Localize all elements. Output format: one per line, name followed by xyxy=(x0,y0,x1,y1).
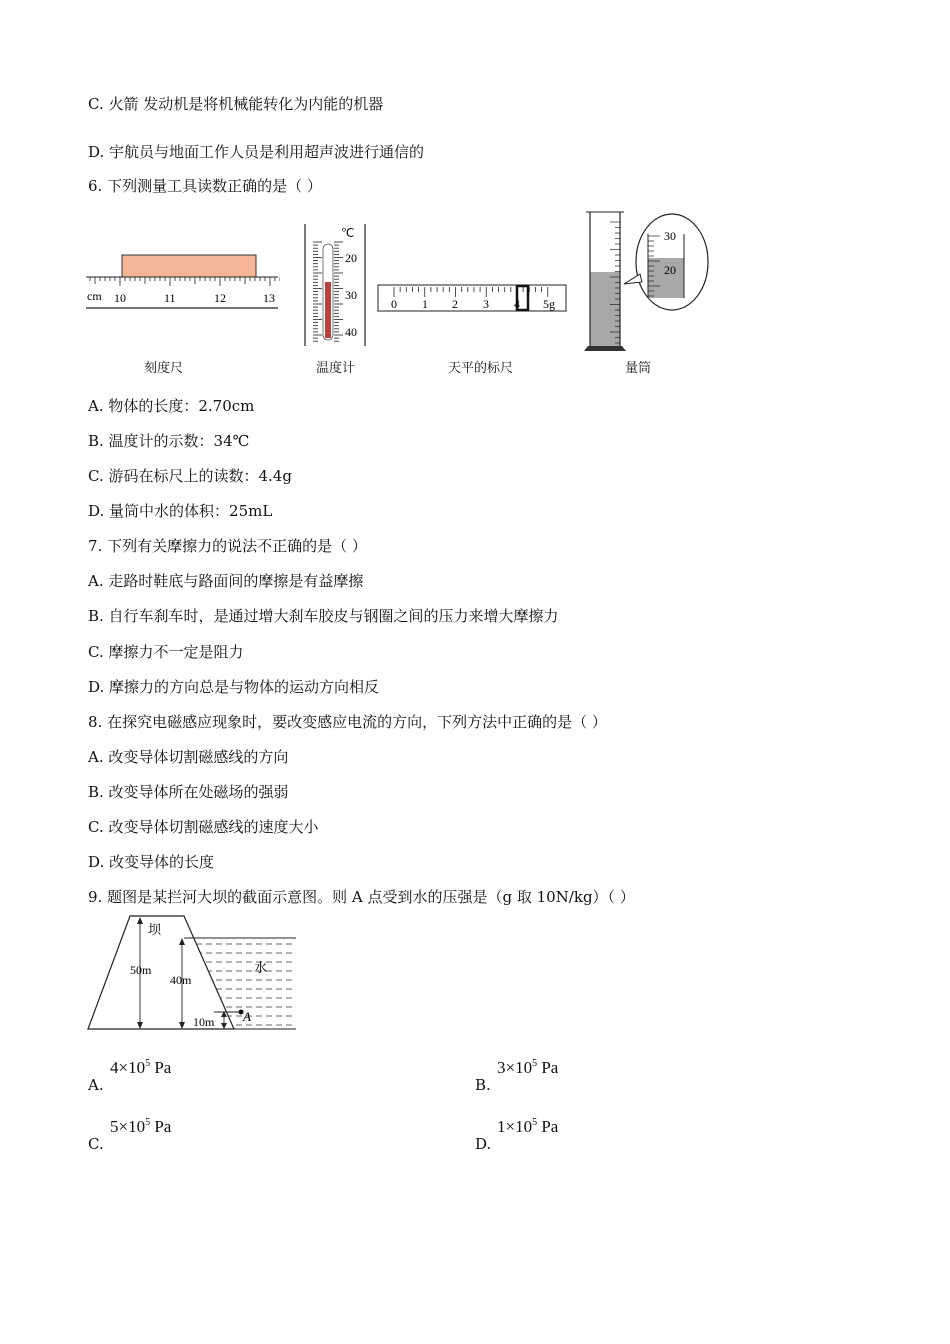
balance-tick-4: 4 xyxy=(514,297,520,311)
caption-thermometer: 温度计 xyxy=(316,361,356,376)
ruler-object xyxy=(122,255,256,277)
dam-label: 坝 xyxy=(148,922,162,937)
q8-option-a: A. 改变导体切割磁感线的方向 xyxy=(88,748,289,766)
caption-ruler: 刻度尺 xyxy=(144,361,184,376)
q7-stem: 7. 下列有关摩擦力的说法不正确的是（ ） xyxy=(88,537,367,555)
ruler-tick-10: 10 xyxy=(114,291,126,305)
height-10m: 10m xyxy=(193,1015,215,1029)
thermometer-tick-40: 40 xyxy=(345,325,357,339)
measuring-cylinder-figure xyxy=(580,208,715,354)
q8-option-d: D. 改变导体的长度 xyxy=(88,853,215,871)
point-a-label: A xyxy=(243,1009,251,1024)
q6-option-d: D. 量筒中水的体积：25mL xyxy=(88,502,273,520)
balance-tick-5g: 5g xyxy=(543,297,555,311)
thermometer-tick-20: 20 xyxy=(345,251,357,265)
dam-figure xyxy=(86,914,298,1034)
height-50m: 50m xyxy=(130,963,152,977)
balance-tick-3: 3 xyxy=(483,297,489,311)
ruler-figure xyxy=(84,250,280,316)
height-40m: 40m xyxy=(170,973,192,987)
q6-option-b: B. 温度计的示数：34℃ xyxy=(88,432,250,450)
cylinder-tick-30: 30 xyxy=(664,229,676,243)
q7-option-a: A. 走路时鞋底与路面间的摩擦是有益摩擦 xyxy=(88,572,364,590)
ruler-tick-12: 12 xyxy=(214,291,226,305)
q5-option-d: D. 宇航员与地面工作人员是利用超声波进行通信的 xyxy=(88,143,425,161)
q6-stem: 6. 下列测量工具读数正确的是（ ） xyxy=(88,177,322,195)
q8-stem: 8. 在探究电磁感应现象时，要改变感应电流的方向，下列方法中正确的是（ ） xyxy=(88,713,607,731)
caption-balance-scale: 天平的标尺 xyxy=(448,361,514,376)
water-label: 水 xyxy=(254,960,268,975)
ruler-tick-11: 11 xyxy=(164,291,176,305)
thermometer-liquid xyxy=(325,282,331,338)
q9-stem: 9. 题图是某拦河大坝的截面示意图。则 A 点受到水的压强是（g 取 10N/kg）（ ） xyxy=(88,888,635,906)
ruler-unit: cm xyxy=(87,289,102,303)
balance-tick-1: 1 xyxy=(422,297,428,311)
q6-option-a: A. 物体的长度：2.70cm xyxy=(88,397,255,415)
thermometer-tick-30: 30 xyxy=(345,288,357,302)
balance-tick-2: 2 xyxy=(452,297,458,311)
q7-option-d: D. 摩擦力的方向总是与物体的运动方向相反 xyxy=(88,678,380,696)
q7-option-b: B. 自行车刹车时，是通过增大刹车胶皮与钢圈之间的压力来增大摩擦力 xyxy=(88,607,559,625)
cylinder-tick-20: 20 xyxy=(664,263,676,277)
thermometer-unit: ℃ xyxy=(341,226,355,240)
balance-scale-figure xyxy=(376,283,570,315)
ruler-tick-13: 13 xyxy=(263,291,275,305)
balance-tick-0: 0 xyxy=(391,297,397,311)
thermometer-figure xyxy=(303,222,369,348)
q8-option-b: B. 改变导体所在处磁场的强弱 xyxy=(88,783,289,801)
caption-measuring-cylinder: 量筒 xyxy=(625,361,652,376)
q6-option-c: C. 游码在标尺上的读数：4.4g xyxy=(88,467,292,485)
q7-option-c: C. 摩擦力不一定是阻力 xyxy=(88,643,244,661)
q5-option-c: C. 火箭 发动机是将机械能转化为内能的机器 xyxy=(88,95,384,113)
q8-option-c: C. 改变导体切割磁感线的速度大小 xyxy=(88,818,319,836)
